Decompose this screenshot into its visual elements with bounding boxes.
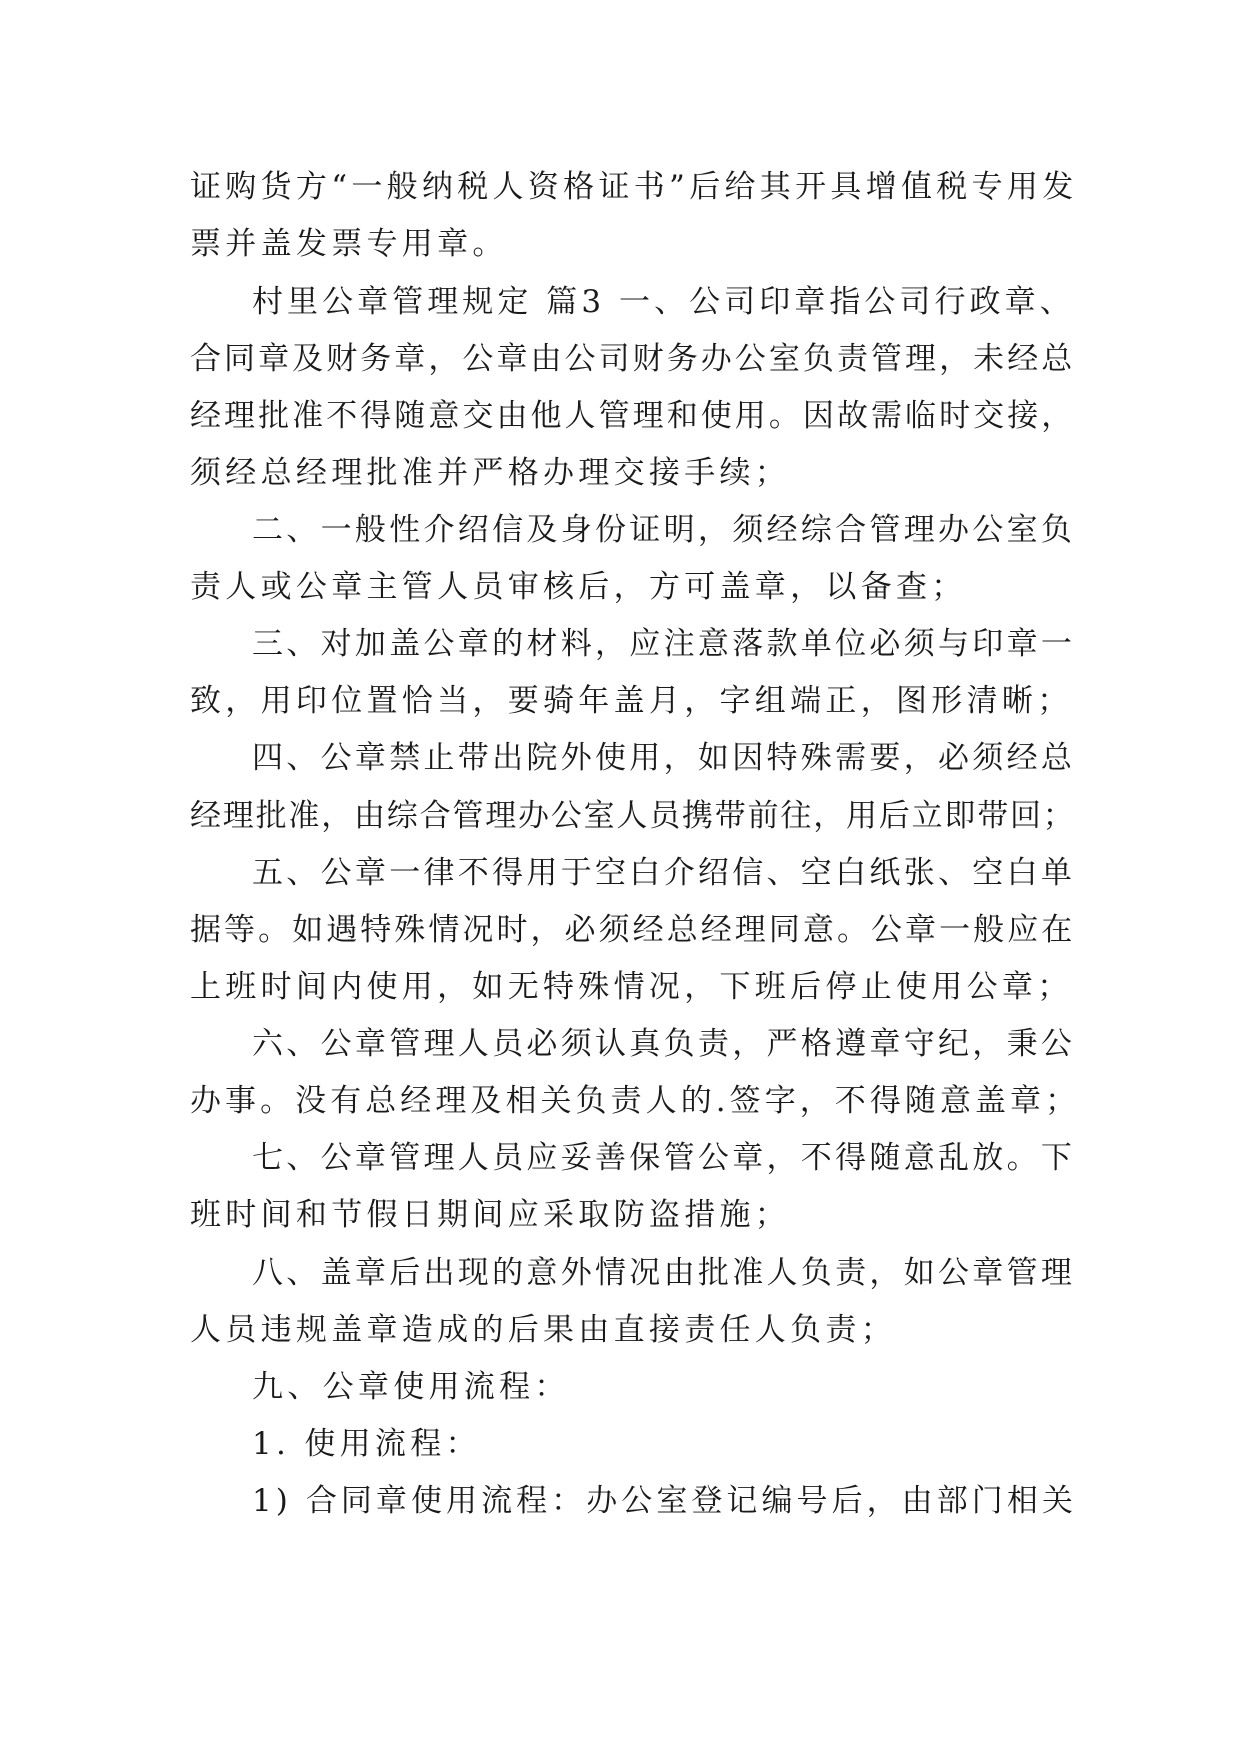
text-line: 八、盖章后出现的意外情况由批准人负责，如公章管理 [252,1255,1076,1291]
text-line: 经理批准不得随意交由他人管理和使用。因故需临时交接， [190,398,1076,434]
text-line: 三、对加盖公章的材料，应注意落款单位必须与印章一 [252,626,1076,662]
text-line: 七、公章管理人员应妥善保管公章，不得随意乱放。下 [252,1140,1076,1176]
text-line: 上班时间内使用，如无特殊情况，下班后停止使用公章； [190,969,1073,1005]
text-line: 合同章及财务章，公章由公司财务办公室负责管理，未经总 [190,341,1076,377]
text-line: 九、公章使用流程： [252,1369,570,1405]
text-line: 四、公章禁止带出院外使用，如因特殊需要，必须经总 [252,740,1076,776]
text-line: 人员违规盖章造成的后果由直接责任人负责； [190,1312,896,1348]
section-heading-line: 村里公章管理规定 篇3 一、公司印章指公司行政章、 [252,284,1075,320]
text-line: 票并盖发票专用章。 [190,226,508,262]
text-line: 致，用印位置恰当，要骑年盖月，字组端正，图形清晰； [190,683,1073,719]
text-line: 班时间和节假日期间应采取防盗措施； [190,1197,791,1233]
text-line: 办事。没有总经理及相关负责人的.签字，不得随意盖章； [190,1083,1081,1119]
text-line: 1) 合同章使用流程：办公室登记编号后，由部门相关 [252,1483,1077,1519]
text-line: 经理批准，由综合管理办公室人员携带前往，用后立即带回； [190,798,1076,834]
text-line: 证购货方“一般纳税人资格证书”后给其开具增值税专用发 [190,169,1078,205]
text-line: 据等。如遇特殊情况时，必须经总经理同意。公章一般应在 [190,912,1076,948]
text-line: 1. 使用流程： [252,1426,481,1462]
text-line: 责人或公章主管人员审核后，方可盖章，以备查； [190,569,967,605]
text-line: 须经总经理批准并严格办理交接手续； [190,455,791,491]
text-line: 六、公章管理人员必须认真负责，严格遵章守纪，秉公 [252,1026,1076,1062]
text-line: 五、公章一律不得用于空白介绍信、空白纸张、空白单 [252,855,1076,891]
text-line: 二、一般性介绍信及身份证明，须经综合管理办公室负 [252,512,1076,548]
